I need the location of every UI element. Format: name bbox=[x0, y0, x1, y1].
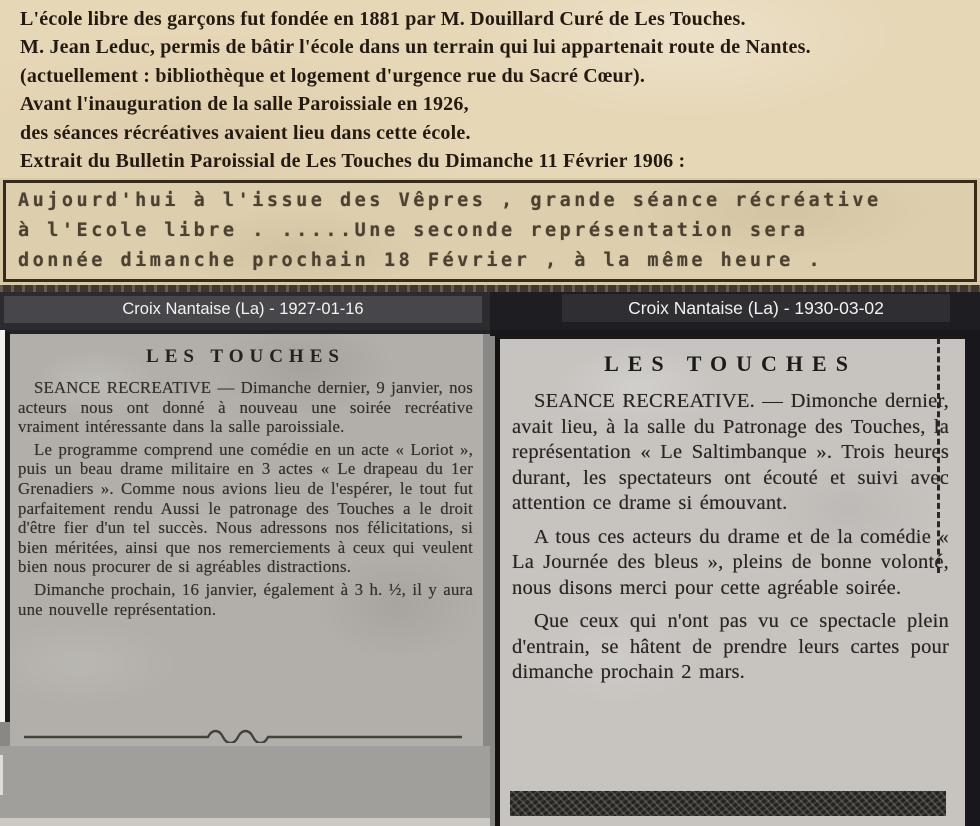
column-rule-right bbox=[937, 338, 940, 573]
source-label-left: Croix Nantaise (La) - 1927-01-16 bbox=[122, 300, 364, 318]
caption-bar-right-inner bbox=[562, 294, 950, 322]
scan-artifact bbox=[0, 755, 3, 795]
scan-bottom-strip bbox=[0, 818, 490, 826]
article-paragraph: SEANCE RECREATIVE — Dimanche dernier, 9 janvier, nos acteurs nous ont donné à nouveau une soirée recréative vraiment intéressante dans la salle paroissiale. bbox=[18, 378, 473, 437]
scanner-background bbox=[0, 746, 490, 818]
bulletin-line: Aujourd'hui à l'issue des Vêpres , grande séance récréative bbox=[18, 190, 882, 211]
intro-line: Extrait du Bulletin Paroissial de Les Touches du Dimanche 11 Février 1906 : bbox=[20, 150, 686, 173]
intro-line: des séances récréatives avaient lieu dans cette école. bbox=[20, 121, 471, 144]
clipping-1930 bbox=[490, 330, 980, 826]
article-paragraph: Dimanche prochain, 16 janvier, également à 3 h. ½, il y aura une nouvelle représentation. bbox=[18, 579, 473, 619]
bulletin-line: donnée dimanche prochain 18 Février , à la même heure . bbox=[18, 250, 824, 271]
intro-line: M. Jean Leduc, permis de bâtir l'école dans un terrain qui lui appartenait route de Nantes. bbox=[20, 36, 811, 59]
article-paragraph: Que ceux qui n'ont pas vu ce spectacle plein d'entrain, se hâtent de prendre leurs cartes pour dimanche prochain 2 mars. bbox=[512, 610, 949, 683]
intro-line: (actuellement : bibliothèque et logement d'urgence rue du Sacré Cœur). bbox=[20, 64, 646, 87]
clipping-headline: LES TOUCHES bbox=[146, 346, 345, 367]
clipping-1927-paper bbox=[10, 334, 483, 746]
intro-section bbox=[0, 0, 980, 178]
clipping-1930-paper bbox=[495, 336, 965, 826]
caption-bar-left-inner bbox=[4, 296, 482, 323]
clipping-headline: LES TOUCHES bbox=[604, 351, 857, 376]
wavy-rule bbox=[22, 729, 464, 743]
caption-bar-left bbox=[0, 292, 490, 330]
bulletin-line: à l'Ecole libre . .....Une seconde représentation sera bbox=[18, 220, 809, 241]
newsprint-section bbox=[0, 330, 980, 826]
article-paragraph: A tous ces acteurs du drame et de la comédie « La Journée des bleus », pleins de bonne volonté, nous disons merci pour cette agréable soirée. bbox=[512, 525, 949, 599]
caption-bars bbox=[0, 292, 980, 330]
article-paragraph: SEANCE RECREATIVE. — Dimonche dernier, avait lieu, à la salle du Patronage des Touches, la représentation « Le Saltimbanque ». Trois heures durant, les spectateurs ont écouté et suivi avec attention ce drame si émouvant. bbox=[512, 390, 949, 514]
caption-bar-right bbox=[490, 292, 980, 330]
bulletin-excerpt-scan bbox=[0, 178, 980, 292]
intro-line: Avant l'inauguration de la salle Paroissiale en 1926, bbox=[20, 93, 469, 116]
source-label-right: Croix Nantaise (La) - 1930-03-02 bbox=[628, 297, 884, 318]
article-paragraph: Le programme comprend une comédie en un acte « Loriot », puis un beau drame militaire en 3 actes « Le drapeau du 1er Grenadiers ». Comme nous avions lieu de l'espérer, le tout fut parfaitement rendu Aussi le patronage des Touches a le droit d'être fier d'un tel succès. Nous adressons nos félicitations, si bien méritées, ainsi que nos remerciements à ceux qui veulent bien nous procurer de si agréables distractions. bbox=[18, 439, 473, 577]
intro-line: L'école libre des garçons fut fondée en 1881 par M. Douillard Curé de Les Touches. bbox=[20, 8, 746, 30]
bulletin-frame bbox=[3, 180, 977, 282]
scan-edge-strip bbox=[0, 285, 980, 292]
clipping-1927 bbox=[0, 330, 490, 826]
heavy-ink-rule bbox=[510, 791, 946, 816]
